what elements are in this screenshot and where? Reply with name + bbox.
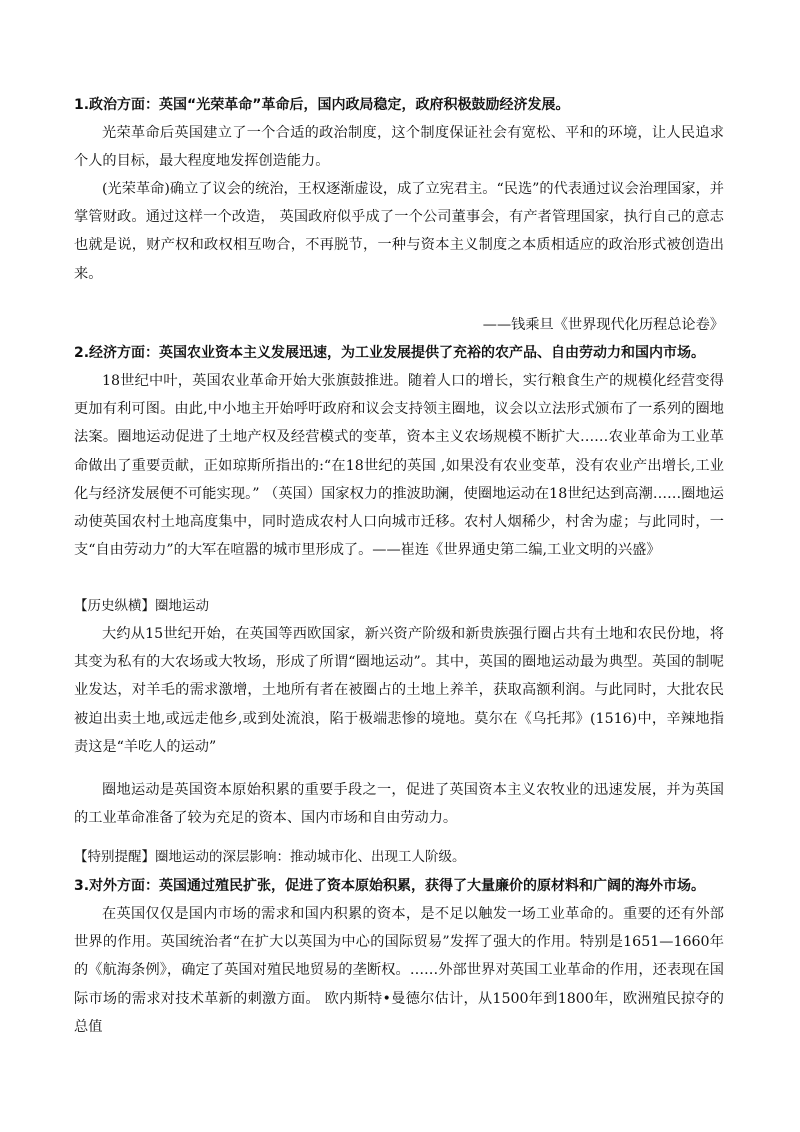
section2-paragraph-3: 圈地运动是英国资本原始积累的重要手段之一，促进了英国资本主义农牧业的迅速发展，并为英国的工业革命准备了较为充足的资本、国内市场和自由劳动力。 xyxy=(74,782,724,827)
section3-heading: 3.对外方面：英国通过殖民扩张，促进了资本原始积累，获得了大量廉价的原材料和广阔的海外市场。 xyxy=(74,878,706,894)
section1-heading: 1.政治方面：英国“光荣革命”革命后，国内政局稳定，政府积极鼓励经济发展。 xyxy=(74,97,570,113)
section2-paragraph-2: 大约从15世纪开始，在英国等西欧国家，新兴资产阶级和新贵族强行圈占共有土地和农民份地，将其变为私有的大农场或大牧场，形成了所谓“圈地运动”。其中，英国的圈地运动最为典型。英国的制呢业发达，对羊毛的需求激增，土地所有者在被圈占的土地上养羊，获取高额利润。与此同时，大批农民被迫出卖土地,或远走他乡,或到处流浪，陷于极端悲惨的境地。莫尔在《乌托邦》(1516)中，辛辣地指责这是“羊吃人的运动” xyxy=(74,626,724,755)
section3-paragraph-1: 在英国仅仅是国内市场的需求和国内积累的资本，是不足以触发一场工业革命的。重要的还有外部世界的作用。英国统治者“在扩大以英国为中心的国际贸易”发挥了强大的作用。特别是1651—1660年的《航海条例》，确定了英国对殖民地贸易的垄断权。……外部世界对英国工业革命的作用，还表现在国际市场的需求对技术革新的刺激方面。 欧内斯特•曼德尔估计，从1500年到1800年，欧洲殖民掠夺的总值 xyxy=(74,906,724,1035)
section1-paragraph-2: (光荣革命)确立了议会的统治，王权逐渐虚设，成了立宪君主。“民选”的代表通过议会治理国家，并掌管财政。通过这样一个改造， 英国政府似乎成了一个公司董事会，有产者管理国家，执行自己的意志也就是说，财产权和政权相互吻合，不再脱节，一种与资本主义制度之本质相适应的政治形式被创造出来。 xyxy=(74,181,724,282)
section1-source-citation: ——钱乘旦《世界现代化历程总论卷》 xyxy=(482,317,724,333)
section2-paragraph-1: 18世纪中叶，英国农业革命开始大张旗鼓推进。随着人口的增长，实行粮食生产的规模化经营变得更加有利可图。由此,中小地主开始呼吁政府和议会支持领主圈地，议会以立法形式颁布了一系列的圈地法案。圈地运动促进了土地产权及经营模式的变革，资本主义农场规模不断扩大……农业革命为工业革命做出了重要贡献，正如琼斯所指出的:“在18世纪的英国 ,如果没有农业变革，没有农业产出增长,工业化与经济发展便不可能实现。” （英国）国家权力的推波助澜，使圈地运动在18世纪达到高潮……圈地运动使英国农村土地高度集中，同时造成农村人口向城市迁移。农村人烟稀少，村舍为虚；与此同时，一支“自由劳动力”的大军在喧嚣的城市里形成了。——崔连《世界通史第二编,工业文明的兴盛》 xyxy=(74,373,724,559)
section2-heading: 2.经济方面：英国农业资本主义发展迅速，为工业发展提供了充裕的农产品、自由劳动力和国内市场。 xyxy=(74,345,706,361)
section1-paragraph-1: 光荣革命后英国建立了一个合适的政治制度，这个制度保证社会有宽松、平和的环境，让人民追求个人的目标，最大程度地发挥创造能力。 xyxy=(74,125,724,170)
special-reminder-tag: 【特别提醒】圈地运动的深层影响：推动城市化、出现工人阶级。 xyxy=(74,849,466,865)
history-sidebar-tag: 【历史纵横】圈地运动 xyxy=(74,598,209,614)
